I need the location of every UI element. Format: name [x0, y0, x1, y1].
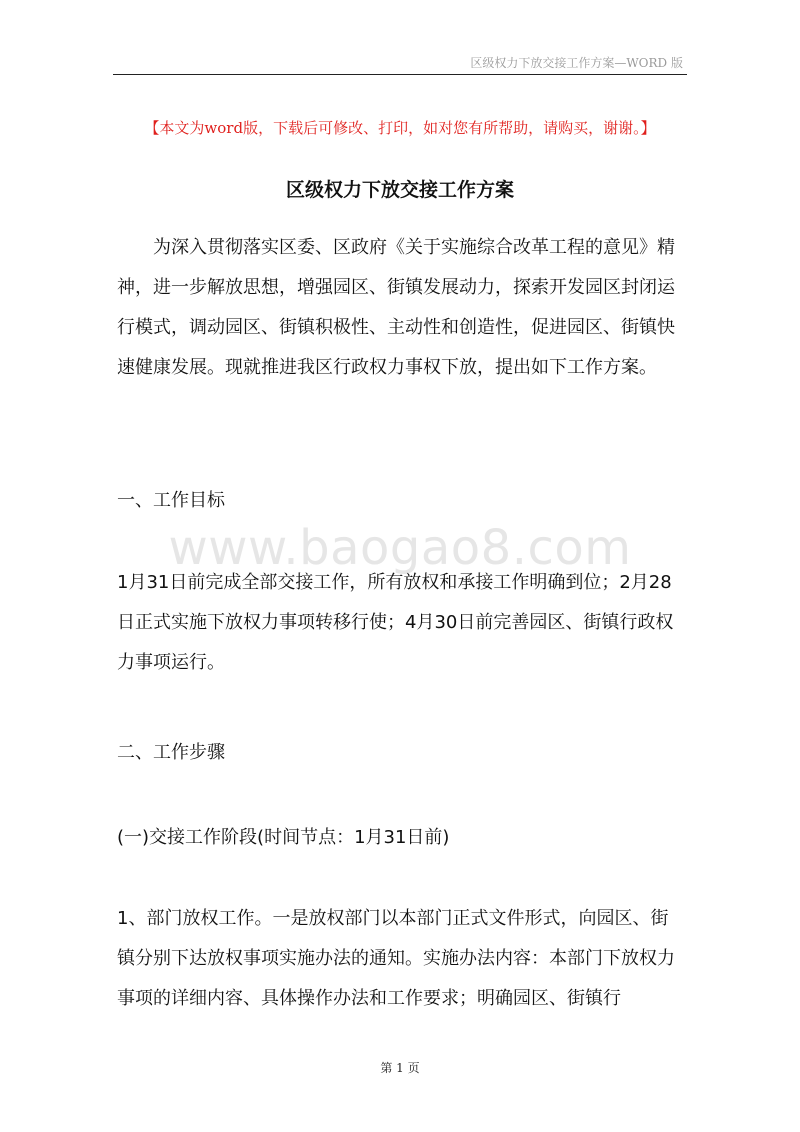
section-heading-goals: 一、工作目标 — [117, 490, 225, 511]
page-number: 第 1 页 — [380, 1061, 420, 1075]
goals-paragraph: 1月31日前完成全部交接工作，所有放权和承接工作明确到位；2月28日正式实施下放权力事项转移行使；4月30日前完善园区、街镇行政权力事项运行。 — [117, 572, 674, 673]
header-divider — [113, 74, 687, 75]
intro-paragraph: 为深入贯彻落实区委、区政府《关于实施综合改革工程的意见》精神，进一步解放思想，增强园区、街镇发展动力，探索开发园区封闭运行模式，调动园区、街镇积极性、主动性和创造性，促进园区、街镇快速健康发展。现就推进我区行政权力事权下放，提出如下工作方案。 — [117, 237, 675, 378]
item-1-paragraph-block — [117, 899, 683, 1019]
document-title: 区级权力下放交接工作方案 — [285, 179, 514, 201]
running-header: 区级权力下放交接工作方案—WORD 版 — [470, 56, 683, 70]
section-heading-steps: 二、工作步骤 — [117, 742, 225, 763]
item-1-paragraph: 1、部门放权工作。一是放权部门以本部门正式文件形式，向园区、街镇分别下达放权事项实施办法的通知。实施办法内容：本部门下放权力事项的详细内容、具体操作办法和工作要求；明确园区、街镇行 — [117, 908, 675, 1009]
purchase-notice: 【本文为word版，下载后可修改、打印，如对您有所帮助，请购买，谢谢。】 — [144, 119, 656, 137]
subsection-heading-handover: (一)交接工作阶段(时间节点：1月31日前) — [117, 827, 450, 848]
goals-paragraph-block — [117, 563, 683, 683]
watermark: www.baogao8.com — [168, 520, 632, 576]
intro-paragraph-block — [117, 228, 683, 388]
